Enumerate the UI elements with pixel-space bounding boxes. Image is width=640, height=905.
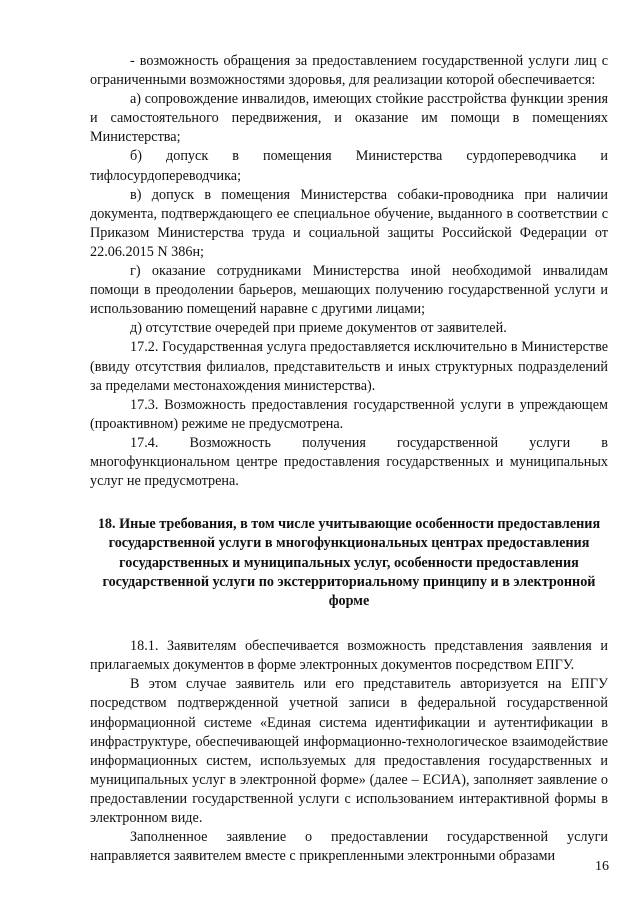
paragraph-17-3: 17.3. Возможность предоставления государственной услуги в упреждающем (проактивном) режиме не предусмотрена. (90, 396, 608, 432)
document-body (90, 52, 608, 866)
paragraph-item-a: а) сопровождение инвалидов, имеющих стойкие расстройства функции зрения и самостоятельного передвижения, и оказание им помощи в помещениях Министерства; (90, 91, 608, 146)
paragraph-esia: В этом случае заявитель или его представитель авторизуется на ЕПГУ посредством подтвержденной учетной записи в федеральной государственной информационной системе «Единая система идентификации и аутентификации в инфраструктуре, обеспечивающей информационно-технологическое взаимодействие информационных систем, используемых для предоставления государственных и муниципальных услуг в электронной форме» (далее – ЕСИА), заполняет заявление о предоставлении государственной услуги с использованием интерактивной формы в электронном виде. (90, 676, 608, 827)
paragraph-item-b: б) допуск в помещения Министерства сурдопереводчика и тифлосурдопереводчика; (90, 148, 608, 184)
paragraph-item-v: в) допуск в помещения Министерства собаки-проводника при наличии документа, подтверждающего ее специальное обучение, выданного в соответствии с Приказом Министерства труда и социальной защиты Российской Федерации от 22.06.2015 N 386н; (90, 186, 608, 260)
paragraph-accessibility-intro: - возможность обращения за предоставлением государственной услуги лиц с ограниченными возможностями здоровья, для реализации которой обеспечивается: (90, 53, 608, 89)
page-number: 16 (595, 859, 609, 874)
paragraph-17-2: 17.2. Государственная услуга предоставляется исключительно в Министерстве (ввиду отсутствия филиалов, представительств и иных структурных подразделений за пределами местонахождения министерства). (90, 339, 608, 394)
paragraph-item-g: г) оказание сотрудниками Министерства иной необходимой инвалидам помощи в преодолении барьеров, мешающих получению государственной услуги и использованию помещений наравне с другими лицами; (90, 263, 608, 318)
paragraph-item-d: д) отсутствие очередей при приеме документов от заявителей. (130, 320, 507, 337)
paragraph-submission: Заполненное заявление о предоставлении государственной услуги направляется заявителем вместе с прикрепленными электронными образами (90, 829, 608, 865)
paragraph-17-4: 17.4. Возможность получения государственной услуги в многофункциональном центре предоставления государственных и муниципальных услуг не предусмотрена. (90, 434, 608, 490)
paragraph-18-1: 18.1. Заявителям обеспечивается возможность представления заявления и прилагаемых документов в форме электронных документов посредством ЕПГУ. (90, 638, 608, 674)
spacer (90, 491, 608, 515)
section-heading-18: 18. Иные требования, в том числе учитывающие особенности предоставления государственной услуги в многофункциональных центрах предоставления государственных и муниципальных услуг, особенности предоставления государственной услуги по экстерриториальному принципу и в электронной форме (97, 516, 601, 609)
spacer (90, 611, 608, 637)
